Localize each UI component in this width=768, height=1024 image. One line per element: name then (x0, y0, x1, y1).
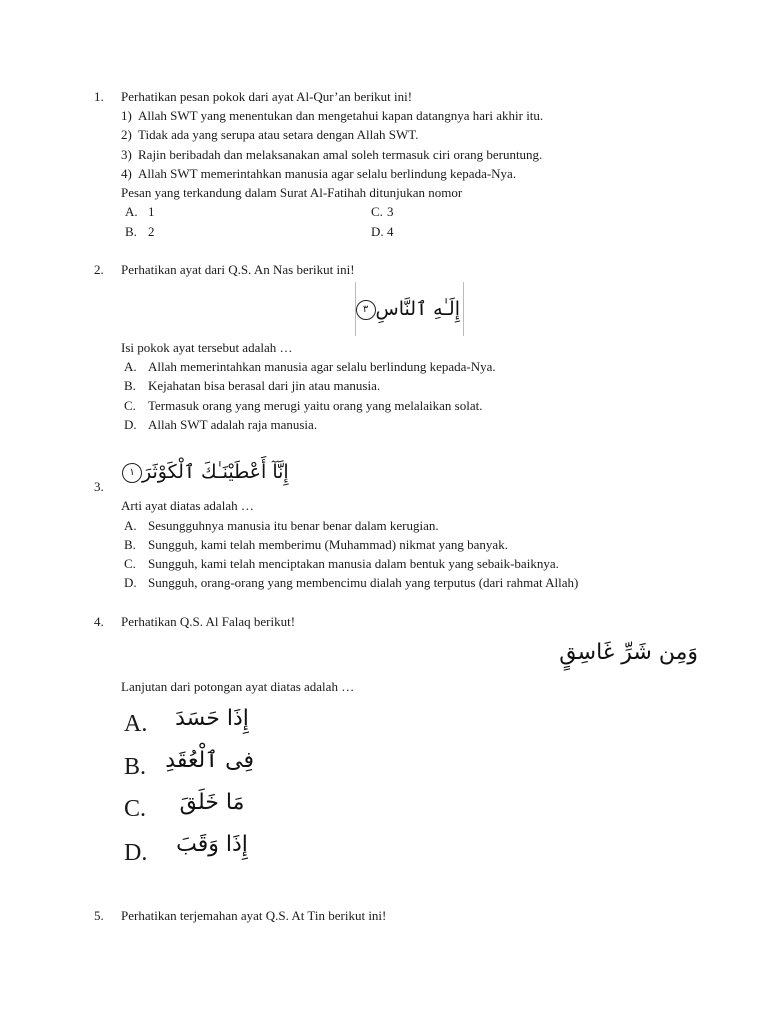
option-label: A. (125, 204, 138, 219)
option-label: D. (124, 417, 137, 432)
option-text: Sesungguhnya manusia itu benar benar dalam kerugian. (148, 518, 439, 533)
statement-text: Tidak ada yang serupa atau setara dengan Allah SWT. (138, 127, 419, 142)
option-label: A. (124, 711, 148, 737)
option-text: 4 (387, 224, 394, 239)
option-arabic: مَا خَلَقَ (179, 790, 245, 815)
option-text: Allah SWT adalah raja manusia. (148, 417, 318, 432)
option-label: B. (124, 754, 147, 780)
question-prompt: Arti ayat diatas adalah … (121, 498, 254, 513)
ayah-text: إِنَّآ أَعْطَيْنَـٰكَ ٱلْكَوْثَرَ١ (118, 457, 298, 487)
option-label: A. (124, 359, 137, 374)
option-label: D. (124, 575, 137, 590)
question-intro: Perhatikan pesan pokok dari ayat Al-Qur’an berikut ini! (121, 89, 413, 104)
option-label: A. (124, 518, 137, 533)
option-label: B. (124, 537, 136, 552)
question-number: 5. (94, 908, 104, 923)
question-intro: Perhatikan ayat dari Q.S. An Nas berikut ini! (121, 262, 355, 277)
statement-text: Rajin beribadah dan melaksanakan amal soleh termasuk ciri orang beruntung. (138, 147, 543, 162)
option-arabic: فِى ٱلْعُقَدِ (165, 748, 254, 773)
option-arabic: إِذَا حَسَدَ (175, 706, 249, 731)
option-text: Sungguh, orang-orang yang membencimu dialah yang terputus (dari rahmat Allah) (148, 575, 579, 590)
option-text: Sungguh, kami telah memberimu (Muhammad) nikmat yang banyak. (148, 537, 508, 552)
question-prompt: Pesan yang terkandung dalam Surat Al-Fatihah ditunjukan nomor (121, 185, 463, 200)
question-intro: Perhatikan terjemahan ayat Q.S. At Tin berikut ini! (121, 908, 387, 923)
question-number: 3. (94, 479, 104, 494)
option-label: C. (124, 796, 147, 822)
option-text: Termasuk orang yang merugi yaitu orang yang melalaikan solat. (148, 398, 483, 413)
option-arabic: إِذَا وَقَبَ (176, 832, 248, 857)
question-number: 4. (94, 614, 104, 629)
option-label: C. (124, 398, 136, 413)
question-prompt: Lanjutan dari potongan ayat diatas adalah … (121, 679, 355, 694)
statement-number: 3) (121, 147, 132, 162)
option-label: C. (371, 204, 383, 219)
statement-number: 4) (121, 166, 132, 181)
question-intro: Perhatikan Q.S. Al Falaq berikut! (121, 614, 296, 629)
option-text: 1 (148, 204, 155, 219)
option-label: C. (124, 556, 136, 571)
option-text: 2 (148, 224, 155, 239)
statement-text: Allah SWT memerintahkan manusia agar selalu berlindung kepada-Nya. (138, 166, 517, 181)
option-label: B. (125, 224, 137, 239)
ayah-text: وَمِن شَرِّ غَاسِقٍ (559, 640, 698, 665)
ayah-frame-right (463, 282, 464, 336)
ayah-end-marker: ١ (122, 463, 142, 483)
option-text: Kejahatan bisa berasal dari jin atau manusia. (148, 378, 381, 393)
option-label: D. (124, 840, 148, 866)
option-label: B. (124, 378, 136, 393)
ayah-text: إِلَـٰهِ ٱلنَّاسِ٣ (358, 294, 460, 324)
statement-number: 1) (121, 108, 132, 123)
question-number: 1. (94, 89, 104, 104)
option-text: 3 (387, 204, 394, 219)
option-text: Sungguh, kami telah menciptakan manusia dalam bentuk yang sebaik-baiknya. (148, 556, 559, 571)
ayah-end-marker: ٣ (356, 300, 376, 320)
statement-text: Allah SWT yang menentukan dan mengetahui kapan datangnya hari akhir itu. (138, 108, 544, 123)
option-label: D. (371, 224, 384, 239)
statement-number: 2) (121, 127, 132, 142)
question-prompt: Isi pokok ayat tersebut adalah … (121, 340, 293, 355)
question-number: 2. (94, 262, 104, 277)
option-text: Allah memerintahkan manusia agar selalu berlindung kepada-Nya. (148, 359, 496, 374)
